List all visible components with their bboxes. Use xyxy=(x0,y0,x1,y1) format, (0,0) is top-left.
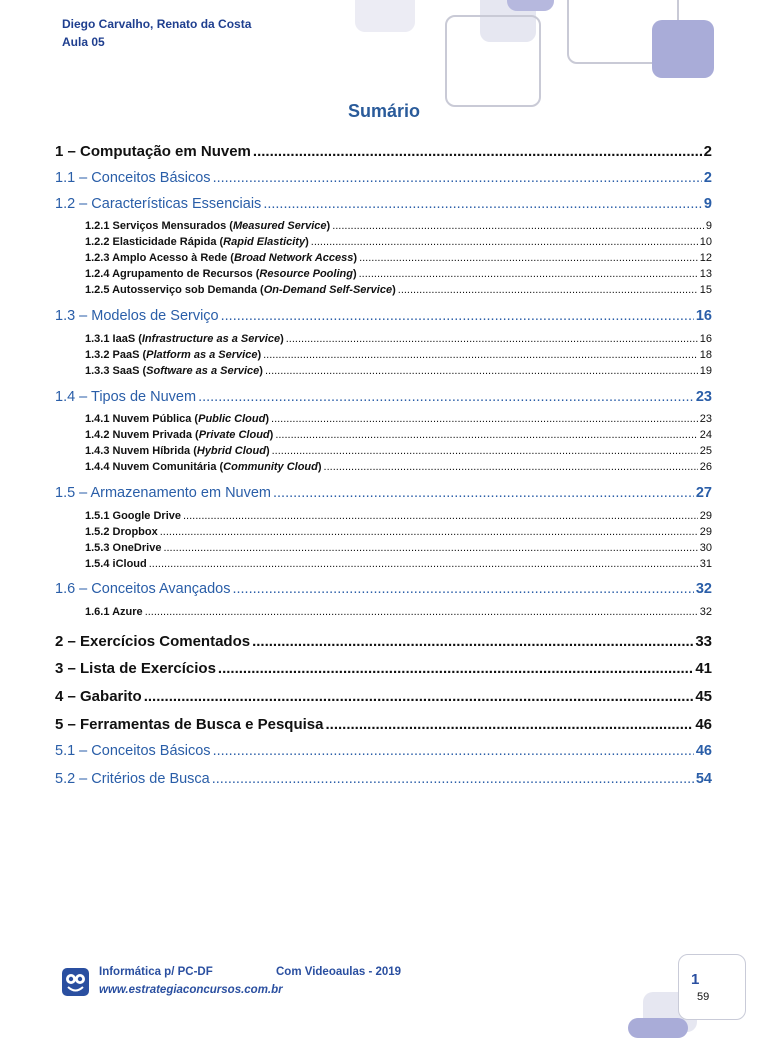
toc-entry-label: 2 – Exercícios Comentados xyxy=(55,633,251,650)
toc-leader-dots xyxy=(272,445,698,457)
toc-entry-page: 25 xyxy=(699,445,712,457)
footer-course: Informática p/ PC-DF xyxy=(99,966,213,978)
toc-entry-label: 1.2.1 Serviços Mensurados (Measured Service) xyxy=(85,220,331,232)
toc-entry[interactable] xyxy=(55,743,712,759)
toc-entry-label: 1.3.2 PaaS (Platform as a Service) xyxy=(85,349,262,361)
toc-entry[interactable] xyxy=(55,716,712,733)
toc-entry-page: 10 xyxy=(699,236,712,248)
toc-leader-dots xyxy=(273,485,694,501)
toc-entry-page: 2 xyxy=(703,143,712,160)
toc-entry[interactable] xyxy=(85,526,712,538)
toc-entry-page: 9 xyxy=(703,196,712,212)
toc-entry-page: 26 xyxy=(699,461,712,473)
toc-entry-label: 1.2 – Características Essenciais xyxy=(55,196,262,212)
footer-edition: Com Videoaulas - 2019 xyxy=(276,966,402,978)
toc-leader-dots xyxy=(398,284,698,296)
toc-entry[interactable] xyxy=(55,389,712,405)
toc-entry-label: 1.4.3 Nuvem Híbrida (Hybrid Cloud) xyxy=(85,445,270,457)
toc-leader-dots xyxy=(144,688,694,705)
toc-entry-page: 33 xyxy=(695,633,712,650)
toc-leader-dots xyxy=(163,542,697,554)
toc-entry-label: 1.6.1 Azure xyxy=(85,606,143,618)
toc-entry-label: 1.3.1 IaaS (Infrastructure as a Service) xyxy=(85,333,284,345)
toc-leader-dots xyxy=(212,771,694,787)
toc-entry[interactable] xyxy=(85,236,712,248)
toc-entry[interactable] xyxy=(85,542,712,554)
toc-entry-page: 32 xyxy=(699,606,712,618)
toc-leader-dots xyxy=(311,236,698,248)
toc-entry-page: 13 xyxy=(699,268,712,280)
toc-leader-dots xyxy=(218,660,693,677)
toc-entry[interactable] xyxy=(85,252,712,264)
toc-entry-page: 31 xyxy=(699,558,712,570)
toc-leader-dots xyxy=(359,268,698,280)
toc-entry-page: 46 xyxy=(695,716,712,733)
toc-entry[interactable] xyxy=(55,485,712,501)
toc-leader-dots xyxy=(149,558,698,570)
toc-entry[interactable] xyxy=(55,660,712,677)
toc-leader-dots xyxy=(332,220,704,232)
toc-entry-page: 2 xyxy=(703,170,712,186)
toc-leader-dots xyxy=(183,510,698,522)
toc-leader-dots xyxy=(213,743,694,759)
toc-entry[interactable] xyxy=(85,606,712,618)
toc-entry[interactable] xyxy=(85,461,712,473)
footer-website[interactable]: www.estrategiaconcursos.com.br xyxy=(99,984,283,996)
toc-entry-page: 27 xyxy=(695,485,712,501)
header-authors: Diego Carvalho, Renato da Costa xyxy=(62,17,252,31)
toc-title: Sumário xyxy=(347,101,421,121)
toc-entry-page: 29 xyxy=(699,510,712,522)
toc-entry-label: 1.4.1 Nuvem Pública (Public Cloud) xyxy=(85,413,270,425)
toc-leader-dots xyxy=(359,252,698,264)
toc-entry-label: 4 – Gabarito xyxy=(55,688,142,705)
toc-entry-page: 16 xyxy=(695,308,712,324)
toc-entry-page: 18 xyxy=(699,349,712,361)
toc-entry[interactable] xyxy=(85,445,712,457)
toc-entry[interactable] xyxy=(55,308,712,324)
toc-entry[interactable] xyxy=(85,268,712,280)
toc-leader-dots xyxy=(221,308,694,324)
toc-entry-page: 30 xyxy=(699,542,712,554)
toc-entry-page: 9 xyxy=(705,220,712,232)
header-lesson: Aula 05 xyxy=(62,35,105,49)
toc-entry[interactable] xyxy=(55,196,712,212)
total-pages: 59 xyxy=(697,991,710,1003)
toc-entry[interactable] xyxy=(85,558,712,570)
toc-leader-dots xyxy=(232,581,693,597)
decor-square xyxy=(507,0,554,11)
toc-entry[interactable] xyxy=(85,429,712,441)
toc-entry-label: 1.2.2 Elasticidade Rápida (Rapid Elasticity) xyxy=(85,236,309,248)
toc-entry-label: 5.1 – Conceitos Básicos xyxy=(55,743,211,759)
toc-entry[interactable] xyxy=(55,170,712,186)
toc-entry-label: 1.5.2 Dropbox xyxy=(85,526,158,538)
toc-entry[interactable] xyxy=(85,333,712,345)
toc-entry[interactable] xyxy=(85,510,712,522)
toc-entry-page: 54 xyxy=(695,771,712,787)
toc-entry-page: 23 xyxy=(695,389,712,405)
toc-entry[interactable] xyxy=(85,349,712,361)
toc-leader-dots xyxy=(213,170,702,186)
toc-entry-label: 1.4 – Tipos de Nuvem xyxy=(55,389,197,405)
toc-entry-label: 1.4.2 Nuvem Privada (Private Cloud) xyxy=(85,429,274,441)
toc-leader-dots xyxy=(324,461,698,473)
toc-entry-page: 24 xyxy=(699,429,712,441)
toc-entry-page: 32 xyxy=(695,581,712,597)
toc-entry-page: 15 xyxy=(699,284,712,296)
decor-square-outline xyxy=(445,15,541,107)
toc-leader-dots xyxy=(263,196,702,212)
toc-entry[interactable] xyxy=(55,633,712,650)
toc-entry-label: 5.2 – Critérios de Busca xyxy=(55,771,210,787)
toc-leader-dots xyxy=(253,143,702,160)
toc-leader-dots xyxy=(271,413,698,425)
toc-entry[interactable] xyxy=(55,581,712,597)
toc-entry-label: 1.6 – Conceitos Avançados xyxy=(55,581,231,597)
toc-entry-label: 1.5 – Armazenamento em Nuvem xyxy=(55,485,271,501)
toc-entry-page: 45 xyxy=(695,688,712,705)
toc-entry-label: 1.2.4 Agrupamento de Recursos (Resource Pooling) xyxy=(85,268,357,280)
toc-entry-label: 1.5.1 Google Drive xyxy=(85,510,181,522)
decor-square xyxy=(628,1018,688,1038)
page-number-box xyxy=(678,954,746,1020)
decor-square xyxy=(355,0,415,32)
toc-entry-label: 1.3.3 SaaS (Software as a Service) xyxy=(85,365,263,377)
toc-leader-dots xyxy=(198,389,694,405)
toc-entry[interactable] xyxy=(85,284,712,296)
toc-leader-dots xyxy=(275,429,697,441)
toc-entry[interactable] xyxy=(55,771,712,787)
toc-entry-label: 1.2.5 Autosserviço sob Demanda (On-Demand Self-Service) xyxy=(85,284,396,296)
toc-entry-page: 12 xyxy=(699,252,712,264)
toc-entry[interactable] xyxy=(85,365,712,377)
toc-leader-dots xyxy=(286,333,698,345)
toc-entry-label: 1.3 – Modelos de Serviço xyxy=(55,308,219,324)
owl-logo-icon xyxy=(62,968,89,996)
toc-entry-page: 23 xyxy=(699,413,712,425)
toc-leader-dots xyxy=(263,349,698,361)
toc-leader-dots xyxy=(252,633,693,650)
decor-square xyxy=(652,20,714,78)
toc-leader-dots xyxy=(145,606,698,618)
page-number: 1 xyxy=(691,971,700,988)
toc-entry-label: 1.5.3 OneDrive xyxy=(85,542,162,554)
toc-entry-label: 1.2.3 Amplo Acesso à Rede (Broad Network Access) xyxy=(85,252,358,264)
toc-entry-page: 41 xyxy=(695,660,712,677)
toc-leader-dots xyxy=(325,716,693,733)
toc-entry-label: 1 – Computação em Nuvem xyxy=(55,143,251,160)
toc-entry[interactable] xyxy=(85,220,712,232)
toc-entry[interactable] xyxy=(85,413,712,425)
toc-entry-page: 19 xyxy=(699,365,712,377)
toc-entry-label: 1.1 – Conceitos Básicos xyxy=(55,170,211,186)
toc-entry-label: 1.4.4 Nuvem Comunitária (Community Cloud) xyxy=(85,461,322,473)
toc-entry[interactable] xyxy=(55,688,712,705)
toc-leader-dots xyxy=(265,365,698,377)
toc-entry-page: 16 xyxy=(699,333,712,345)
toc-entry-label: 5 – Ferramentas de Busca e Pesquisa xyxy=(55,716,324,733)
toc-entry-label: 1.5.4 iCloud xyxy=(85,558,147,570)
toc-entry-label: 3 – Lista de Exercícios xyxy=(55,660,216,677)
toc-entry[interactable] xyxy=(55,143,712,160)
toc-leader-dots xyxy=(160,526,698,538)
toc-entry-page: 46 xyxy=(695,743,712,759)
toc-entry-page: 29 xyxy=(699,526,712,538)
